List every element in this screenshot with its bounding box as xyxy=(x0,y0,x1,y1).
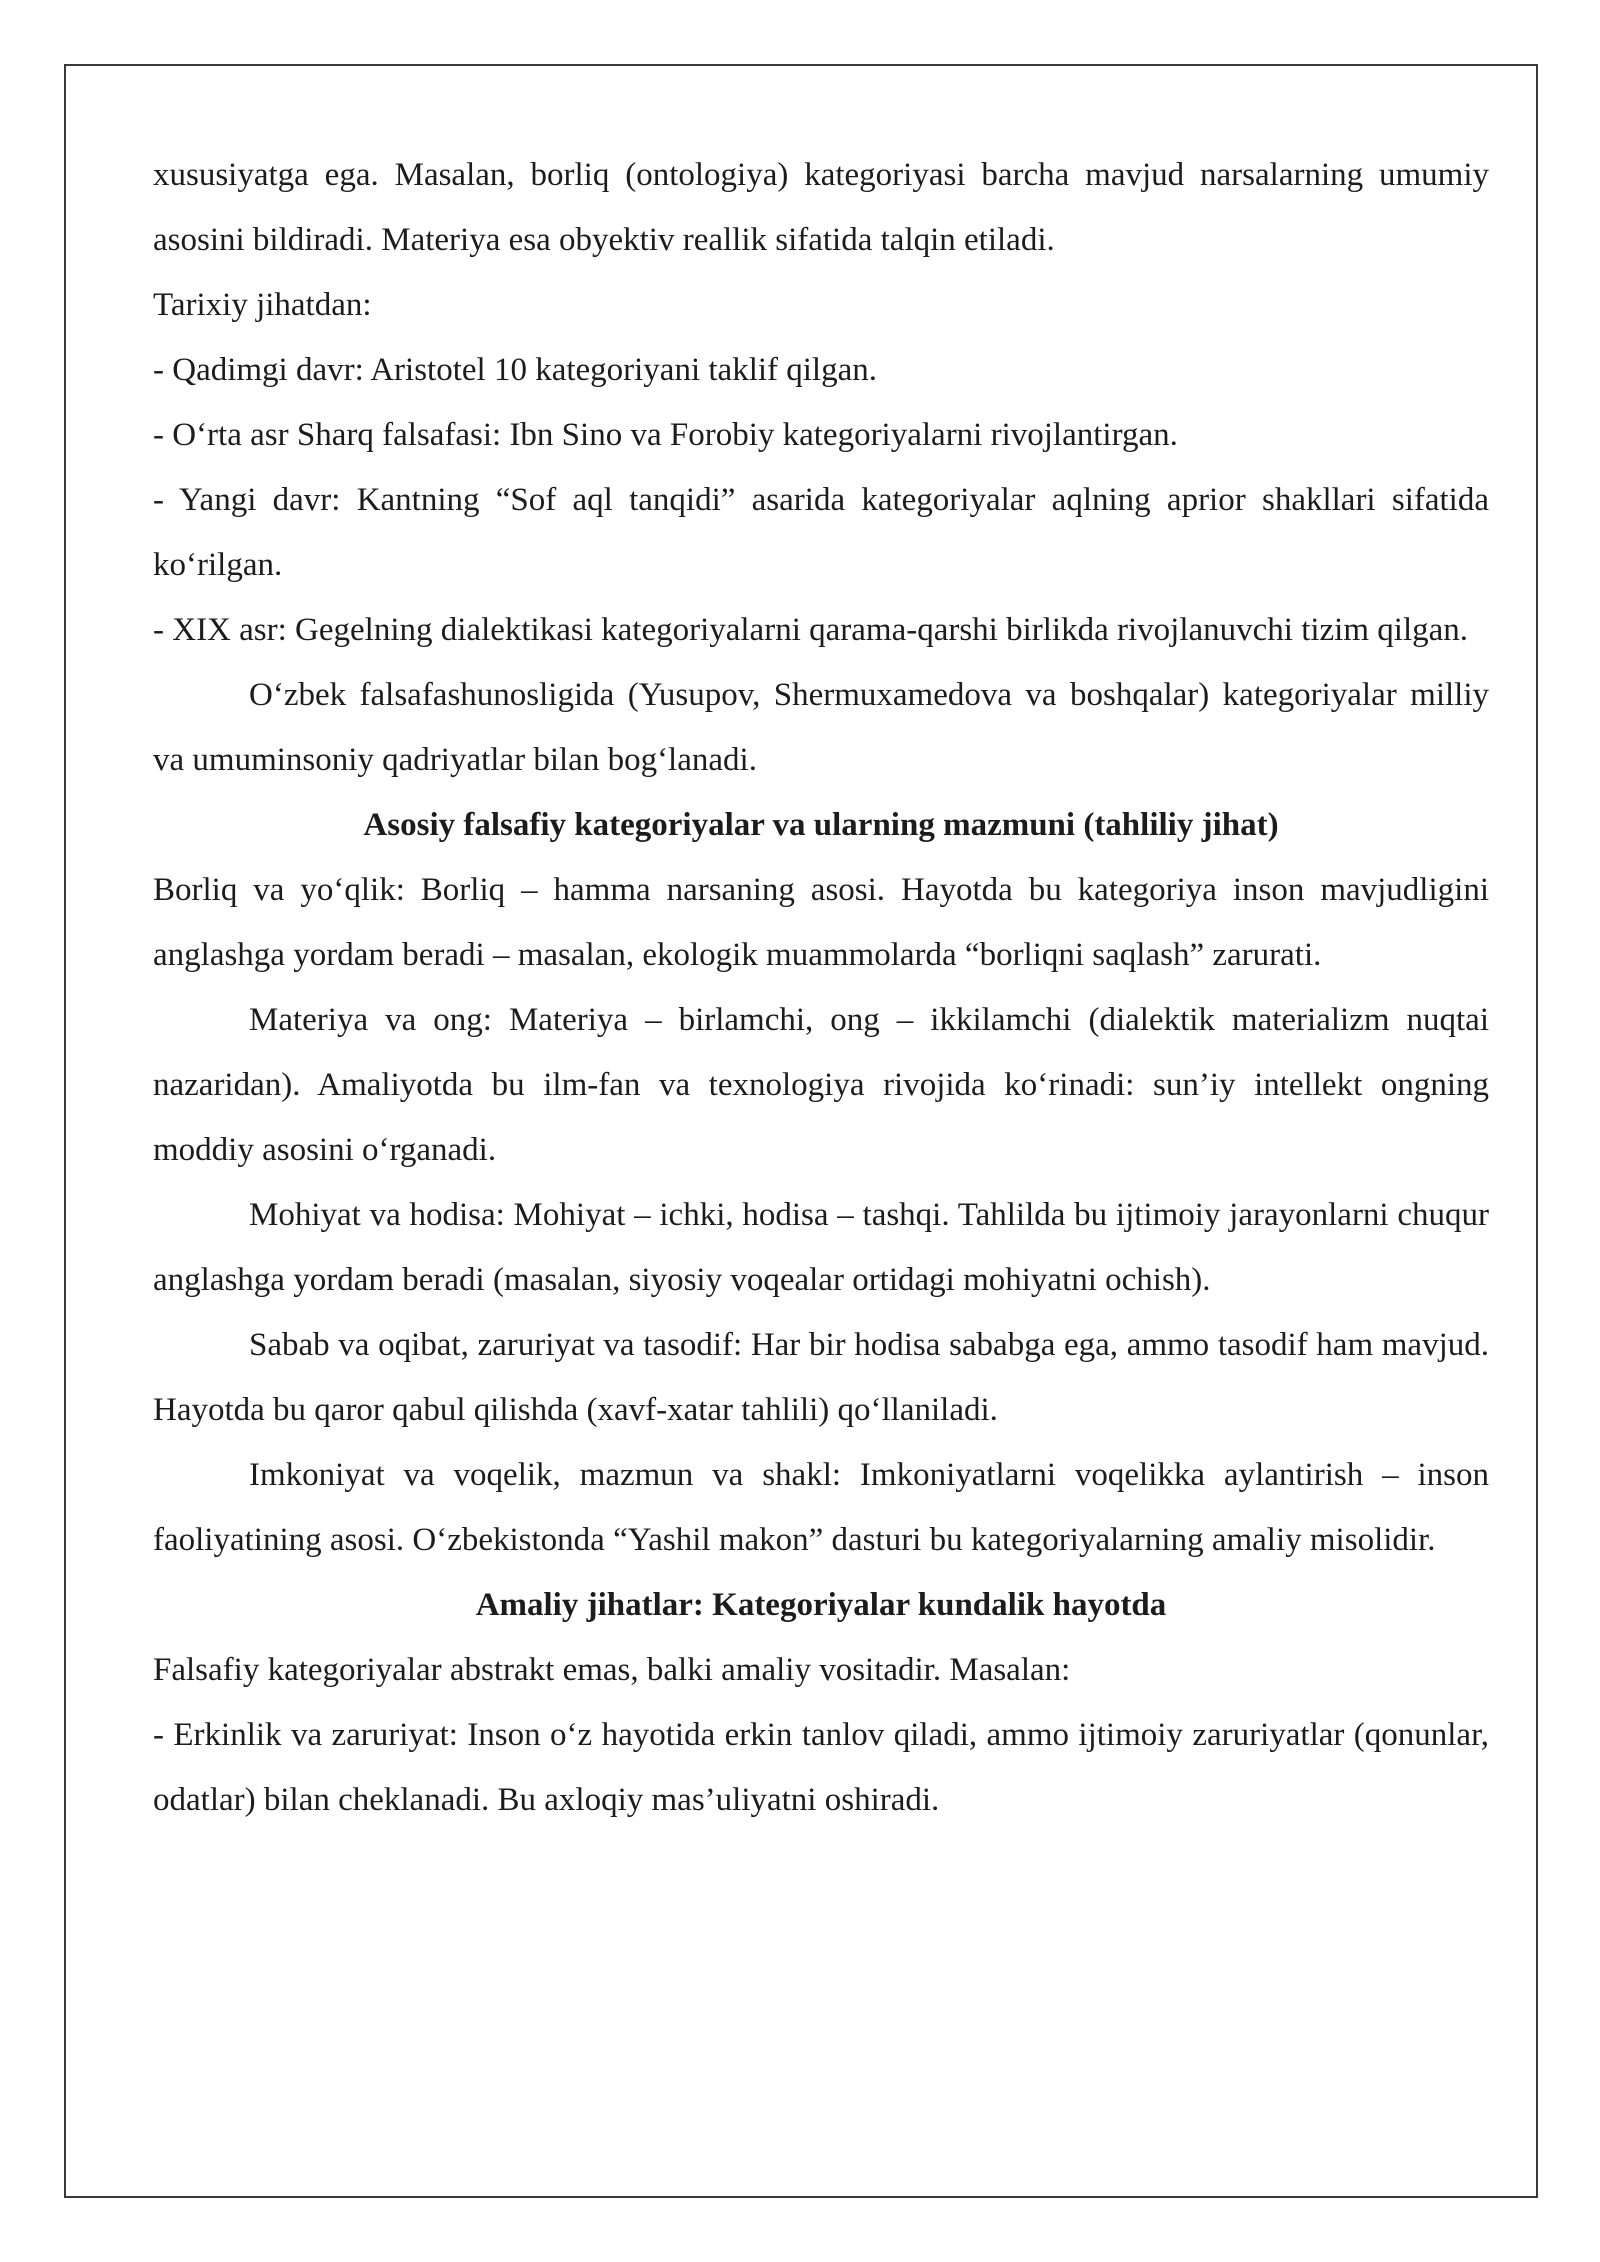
list-item: - XIX asr: Gegelning dialektikasi kategoriyalarni qarama-qarshi birlikda rivojlanuvchi tizim qilgan. xyxy=(153,612,1469,648)
paragraph: Falsafiy kategoriyalar abstrakt emas, balki amaliy vositadir. Masalan: xyxy=(153,1652,1071,1688)
list-item: - O‘rta asr Sharq falsafasi: Ibn Sino va Forobiy kategoriyalarni rivojlantirgan. xyxy=(153,417,1178,453)
list-item: - Qadimgi davr: Aristotel 10 kategoriyani taklif qilgan. xyxy=(153,352,878,388)
paragraph: Materiya va ong: Materiya – birlamchi, ong – ikkilamchi (dialektik materializm nuqtai nazaridan). Amaliyotda bu ilm-fan va texnologiya rivojida ko‘rinadi: sun’iy intellekt ongning moddiy asosini o‘rganadi. xyxy=(153,1002,1489,1168)
paragraph: Imkoniyat va voqelik, mazmun va shakl: Imkoniyatlarni voqelikka aylantirish – inson faoliyatining asosi. O‘zbekistonda “Yashil makon” dasturi bu kategoriyalarning amaliy misolidir. xyxy=(153,1457,1489,1558)
paragraph: xususiyatga ega. Masalan, borliq (ontologiya) kategoriyasi barcha mavjud narsalarning umumiy asosini bildiradi. Materiya esa obyektiv reallik sifatida talqin etiladi. xyxy=(153,157,1489,258)
section-heading: Amaliy jihatlar: Kategoriyalar kundalik hayotda xyxy=(475,1587,1167,1623)
list-item: - Erkinlik va zaruriyat: Inson o‘z hayotida erkin tanlov qiladi, ammo ijtimoiy zaruriyatlar (qonunlar, odatlar) bilan cheklanadi. Bu axloqiy mas’uliyatni oshiradi. xyxy=(153,1717,1489,1818)
paragraph: Sabab va oqibat, zaruriyat va tasodif: Har bir hodisa sababga ega, ammo tasodif ham mavjud. Hayotda bu qaror qabul qilishda (xavf-xatar tahlili) qo‘llaniladi. xyxy=(153,1327,1489,1428)
paragraph: Borliq va yo‘qlik: Borliq – hamma narsaning asosi. Hayotda bu kategoriya inson mavjudligini anglashga yordam beradi – masalan, ekologik muammolarda “borliqni saqlash” zarurati. xyxy=(153,872,1489,973)
paragraph: Mohiyat va hodisa: Mohiyat – ichki, hodisa – tashqi. Tahlilda bu ijtimoiy jarayonlarni chuqur anglashga yordam beradi (masalan, siyosiy voqealar ortidagi mohiyatni ochish). xyxy=(153,1197,1489,1298)
document-body xyxy=(153,143,1489,1833)
paragraph: O‘zbek falsafashunosligida (Yusupov, Shermuxamedova va boshqalar) kategoriyalar milliy va umuminsoniy qadriyatlar bilan bog‘lanadi. xyxy=(153,677,1489,778)
paragraph: Tarixiy jihatdan: xyxy=(153,287,372,323)
list-item: - Yangi davr: Kantning “Sof aql tanqidi” asarida kategoriyalar aqlning aprior shakllari sifatida ko‘rilgan. xyxy=(153,482,1489,583)
section-heading: Asosiy falsafiy kategoriyalar va ularning mazmuni (tahliliy jihat) xyxy=(363,807,1279,843)
